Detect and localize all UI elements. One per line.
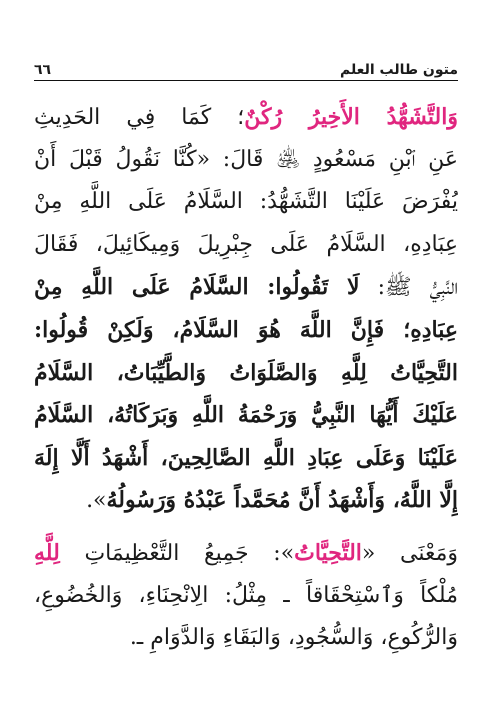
page-body — [34, 96, 458, 660]
text-span: النَّبِيُّ ﷺ: — [377, 275, 458, 301]
highlighted-term: التَّحِيَّاتُ — [294, 539, 362, 566]
highlighted-term: وَالتَّشَهُّدُ الأَخِيرُ رُكْنٌ — [244, 104, 458, 130]
text-line — [34, 479, 458, 522]
text-line: وَالرُّكُوعِ، وَالسُّجُودِ، وَالبَقَاءِ وَالدَّوَامِ ـ. — [129, 625, 458, 651]
text-line — [34, 96, 458, 139]
highlighted-term: لِلَّهِ — [34, 539, 60, 566]
header-divider — [34, 80, 458, 81]
text-line: عَلَيْنَا وَعَلَى عِبَادِ اللَّهِ الصَّالِحِينَ، أَشْهَدُ أَلَّا إِلَهَ — [34, 444, 458, 471]
text-line: التَّحِيَّاتُ لِلَّهِ وَالصَّلَوَاتُ وَالطَّيِّبَاتُ، السَّلَامُ — [34, 359, 458, 386]
text-line — [34, 266, 458, 309]
text-line: عِبَادِهِ، السَّلَامُ عَلَى جِبْرِيلَ وَمِيكَائِيلَ، فَقَالَ — [34, 231, 458, 257]
page-number: ٦٦ — [34, 62, 52, 78]
text-span: »: جَمِيعُ التَّعْظِيمَاتِ — [84, 540, 295, 566]
text-line: عِبَادِهِ؛ فَإِنَّ اللَّهَ هُوَ السَّلَامُ، وَلَكِنْ قُولُوا: — [34, 316, 458, 343]
text-span: ؛ كَمَا فِي الحَدِيثِ — [34, 105, 245, 130]
bold-quote: إِلَّا اللَّهُ، وَأَشْهَدُ أَنَّ مُحَمَّداً عَبْدُهُ وَرَسُولُهُ — [106, 487, 458, 514]
text-line: يُفْرَضَ عَلَيْنَا التَّشَهُّدُ: السَّلَامُ عَلَى اللَّهِ مِنْ — [34, 189, 458, 215]
book-title: متون طالب العلم — [339, 62, 458, 78]
text-line: عَنِ ٱبْنِ مَسْعُودٍ ﵁ قَالَ: «كُنَّا نَقُولُ قَبْلَ أَنْ — [34, 146, 458, 172]
text-line — [34, 532, 458, 575]
text-span: وَمَعْنَى « — [361, 540, 458, 566]
bold-quote: لَا تَقُولُوا: السَّلَامُ عَلَى اللَّهِ مِنْ — [34, 274, 360, 301]
page-header — [34, 52, 458, 78]
text-span: ». — [86, 488, 107, 514]
text-line: عَلَيْكَ أَيُّهَا النَّبِيُّ وَرَحْمَةُ اللَّهِ وَبَرَكَاتُهُ، السَّلَامُ — [34, 402, 458, 429]
text-line: مُلْكاً وَٱسْتِحْقَاقاً ـ مِثْلُ: الِانْحِنَاءِ، وَالخُضُوعِ، — [34, 582, 458, 608]
paragraph-gap — [34, 522, 458, 532]
